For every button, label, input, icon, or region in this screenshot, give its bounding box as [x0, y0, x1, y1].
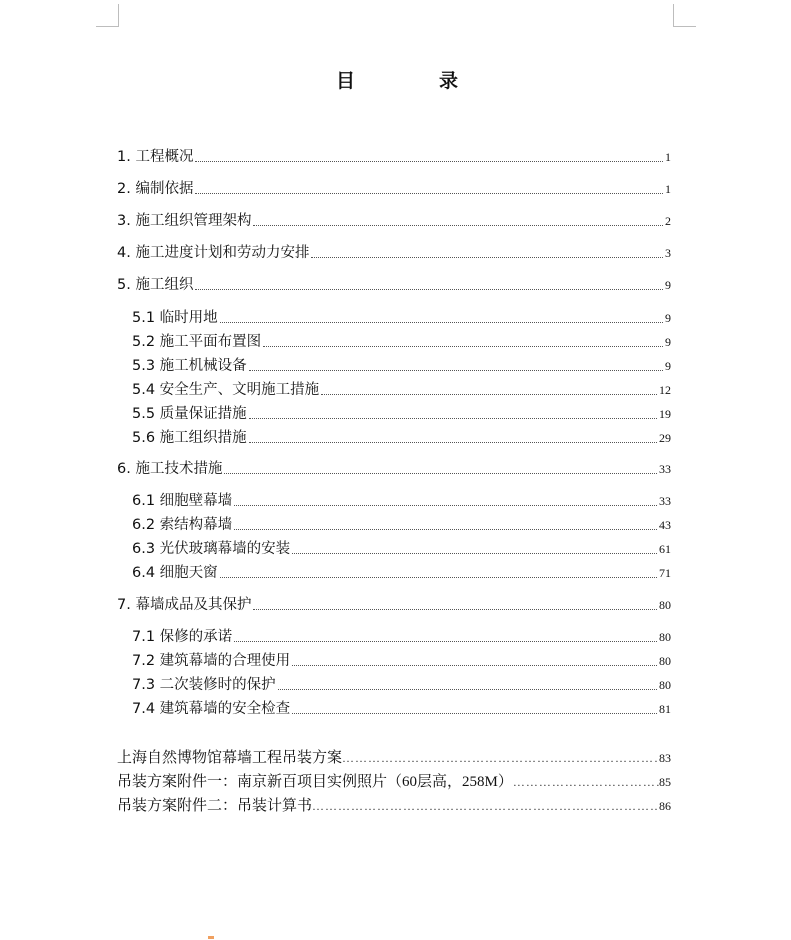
toc-entry-page: 80 [659, 598, 671, 612]
toc-entry-label: 7.3 二次装修时的保护 [132, 677, 276, 693]
toc-leader-dots [263, 346, 663, 347]
toc-leader-dots [249, 442, 657, 443]
toc-entry-label: 7.1 保修的承诺 [132, 629, 233, 645]
toc-entry-label: 5.5 质量保证措施 [132, 406, 247, 422]
toc-entry[interactable] [132, 331, 671, 351]
appendix-entry-page: 83 [659, 751, 671, 765]
toc-entry[interactable] [117, 594, 671, 614]
toc-entry-page: 2 [665, 214, 671, 228]
toc-entry-label: 5.4 安全生产、文明施工措施 [132, 382, 320, 398]
toc-leader-dots [292, 665, 657, 666]
appendix-leader-dots [312, 797, 659, 815]
toc-entry-label: 5.1 临时用地 [132, 310, 218, 326]
toc-entry[interactable] [132, 562, 671, 582]
toc-entry-label: 4. 施工进度计划和劳动力安排 [117, 245, 310, 261]
toc-leader-dots [321, 394, 657, 395]
toc-entry-label: 6.2 索结构幕墙 [132, 517, 233, 533]
toc-entry-page: 29 [659, 431, 671, 445]
appendix-entry-label: 吊装方案附件一：南京新百项目实例照片（60层高，258M） [117, 774, 513, 790]
toc-entry-label: 6. 施工技术措施 [117, 461, 223, 477]
toc-entry-page: 9 [665, 311, 671, 325]
toc-entry[interactable] [132, 403, 671, 423]
page-title [0, 66, 791, 94]
toc-entry[interactable] [132, 514, 671, 534]
toc-entry[interactable] [132, 307, 671, 327]
title-char-left: 目 [336, 70, 356, 92]
toc-entry[interactable] [132, 674, 671, 694]
toc-entry[interactable] [132, 698, 671, 718]
toc-entry-page: 12 [659, 383, 671, 397]
toc-entry-label: 5.3 施工机械设备 [132, 358, 247, 374]
crop-mark-top-left [96, 4, 119, 27]
toc-entry-page: 43 [659, 518, 671, 532]
appendix-leader-dots [513, 773, 659, 791]
toc-entry[interactable] [117, 458, 671, 478]
toc-entry-label: 6.1 细胞壁幕墙 [132, 493, 233, 509]
toc-leader-dots [224, 473, 657, 474]
toc-entry-label: 1. 工程概况 [117, 149, 194, 165]
toc-entry-page: 80 [659, 654, 671, 668]
toc-entry-label: 6.3 光伏玻璃幕墙的安装 [132, 541, 291, 557]
toc-leader-dots [311, 257, 663, 258]
toc-entry-page: 1 [665, 182, 671, 196]
toc-entry[interactable] [132, 355, 671, 375]
appendix-entry-page: 86 [659, 799, 671, 813]
toc-entry[interactable] [117, 146, 671, 166]
toc-entry[interactable] [132, 427, 671, 447]
toc-leader-dots [234, 529, 657, 530]
toc-entry[interactable] [132, 379, 671, 399]
page-edge-mark [208, 936, 214, 939]
toc-entry-page: 9 [665, 359, 671, 373]
toc-entry[interactable] [117, 210, 671, 230]
toc-entry-page: 9 [665, 335, 671, 349]
appendix-leader-dots [342, 749, 659, 767]
toc-entry-page: 3 [665, 246, 671, 260]
toc-entry-label: 6.4 细胞天窗 [132, 565, 218, 581]
toc-entry-label: 5.2 施工平面布置图 [132, 334, 262, 350]
toc-entry-page: 80 [659, 678, 671, 692]
toc-entry-label: 7.4 建筑幕墙的安全检查 [132, 701, 291, 717]
toc-entry-label: 3. 施工组织管理架构 [117, 213, 252, 229]
appendix-entry-label: 吊装方案附件二：吊装计算书 [117, 798, 313, 814]
appendix-entry[interactable] [117, 771, 671, 791]
toc-leader-dots [234, 641, 657, 642]
appendix-entry[interactable] [117, 795, 671, 815]
toc-leader-dots [220, 322, 663, 323]
toc-entry[interactable] [132, 650, 671, 670]
toc-entry-label: 7.2 建筑幕墙的合理使用 [132, 653, 291, 669]
toc-leader-dots [253, 609, 657, 610]
toc-leader-dots [278, 689, 657, 690]
toc-entry-page: 1 [665, 150, 671, 164]
appendix-entry-page: 85 [659, 775, 671, 789]
toc-entry-page: 9 [665, 278, 671, 292]
toc-leader-dots [195, 161, 663, 162]
toc-entry-page: 61 [659, 542, 671, 556]
toc-entry-page: 71 [659, 566, 671, 580]
toc-entry-page: 80 [659, 630, 671, 644]
toc-entry-label: 2. 编制依据 [117, 181, 194, 197]
crop-mark-top-right [673, 4, 696, 27]
toc-entry[interactable] [132, 626, 671, 646]
appendix-entry[interactable] [117, 747, 671, 767]
toc-leader-dots [253, 225, 663, 226]
toc-leader-dots [195, 193, 663, 194]
toc-leader-dots [249, 418, 657, 419]
toc-entry-label: 5. 施工组织 [117, 277, 194, 293]
toc-leader-dots [220, 577, 657, 578]
toc-leader-dots [249, 370, 663, 371]
toc-entry[interactable] [117, 242, 671, 262]
toc-entry[interactable] [132, 490, 671, 510]
toc-entry-label: 7. 幕墙成品及其保护 [117, 597, 252, 613]
toc-entry-page: 33 [659, 494, 671, 508]
appendix-entry-label: 上海自然博物馆幕墙工程吊装方案 [117, 750, 343, 766]
toc-leader-dots [292, 713, 657, 714]
toc-leader-dots [234, 505, 657, 506]
toc-entry[interactable] [132, 538, 671, 558]
title-char-right: 录 [439, 70, 459, 92]
toc-leader-dots [195, 289, 663, 290]
toc-entry-page: 19 [659, 407, 671, 421]
toc-entry-page: 33 [659, 462, 671, 476]
toc-entry[interactable] [117, 274, 671, 294]
toc-entry-page: 81 [659, 702, 671, 716]
toc-entry[interactable] [117, 178, 671, 198]
toc-entry-label: 5.6 施工组织措施 [132, 430, 247, 446]
toc-leader-dots [292, 553, 657, 554]
